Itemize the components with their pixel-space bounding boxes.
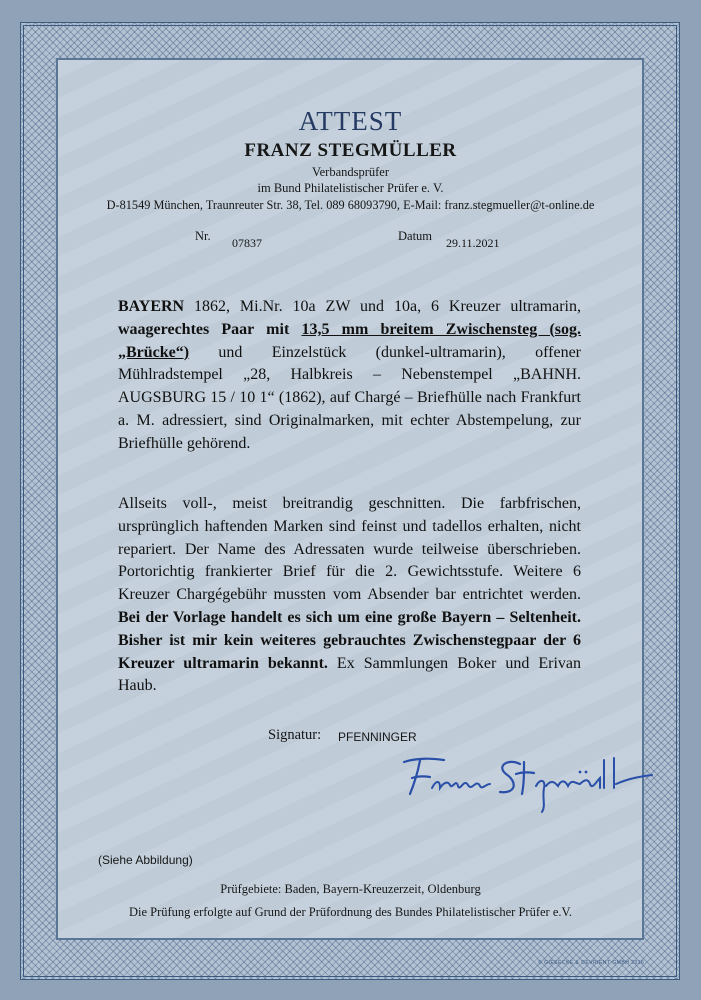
number-label: Nr. [195, 229, 211, 243]
date-label: Datum [398, 229, 433, 243]
examination-areas: Prüfgebiete: Baden, Bayern-Kreuzerzeit, Oldenburg [220, 882, 481, 896]
gutter-underlined: 13,5 mm breitem Zwischensteg (sog. „Brücke“) [118, 320, 582, 361]
examiner-role: Verbandsprüfer [311, 165, 390, 179]
provenance-text: Ex Sammlungen Boker und Erivan Haub. [118, 654, 582, 695]
condition-text: Allseits voll-, meist breitrandig geschnitten. Die farbfrischen, ursprünglich haftenden Marken sind feinst und tadellos erhalten, nicht repariert. Der Name des Adressaten wurde teilweise überschrieben. Portorichtig frankierter Brief für die 2. Gewichtsstufe. Weitere 6 Kreuzer Chargégebühr mussten vom Absender bar entrichtet werden. [118, 495, 581, 604]
description-text: 1862, Mi.Nr. 10a ZW und 10a, 6 Kreuzer ultramarin, [184, 298, 581, 315]
association-line: im Bund Philatelistischer Prüfer e. V. [257, 181, 444, 195]
handwritten-signature [396, 748, 656, 818]
see-image-note: (Siehe Abbildung) [98, 853, 193, 867]
description-rest: und Einzelstück (dunkel-ultramarin), offener Mühlradstempel „28, Halbkreis – Nebenstempel „BAHNH. AUGSBURG 15 / 10 1“ (1862), auf Chargé – Briefhülle nach Frankfurt a. M. adressiert, sind Originalmarken, mit echter Abstempelung, zur Briefhülle gehörend. [118, 343, 581, 452]
pair-bold: waagerechtes Paar mit [118, 320, 302, 338]
certificate-number: 07837 [232, 236, 262, 250]
certificate-title: ATTEST [298, 106, 403, 136]
signature-label: Signatur: [268, 727, 322, 743]
signature-value: PFENNINGER [338, 730, 417, 744]
examiner-name: FRANZ STEGMÜLLER [244, 140, 457, 161]
description-paragraph [118, 296, 581, 456]
certificate-date: 29.11.2021 [446, 236, 500, 250]
printer-imprint: © GIESECKE & DEVRIENT GMBH 2016 [538, 960, 645, 966]
rarity-bold: Bei der Vorlage handelt es sich um eine große Bayern – Seltenheit. Bisher ist mir kein weiteres gebrauchtes Zwischenstegpaar der 6 Kreuzer ultramarin bekannt. [118, 608, 581, 672]
address-line: D-81549 München, Traunreuter Str. 38, Tel. 089 68093790, E-Mail: franz.stegmueller@t-online.de [106, 198, 595, 212]
examination-rules-note: Die Prüfung erfolgte auf Grund der Prüfordnung des Bundes Philatelistischer Prüfer e.V. [128, 905, 573, 919]
condition-paragraph [118, 493, 581, 698]
country-bold: BAYERN [118, 298, 185, 315]
